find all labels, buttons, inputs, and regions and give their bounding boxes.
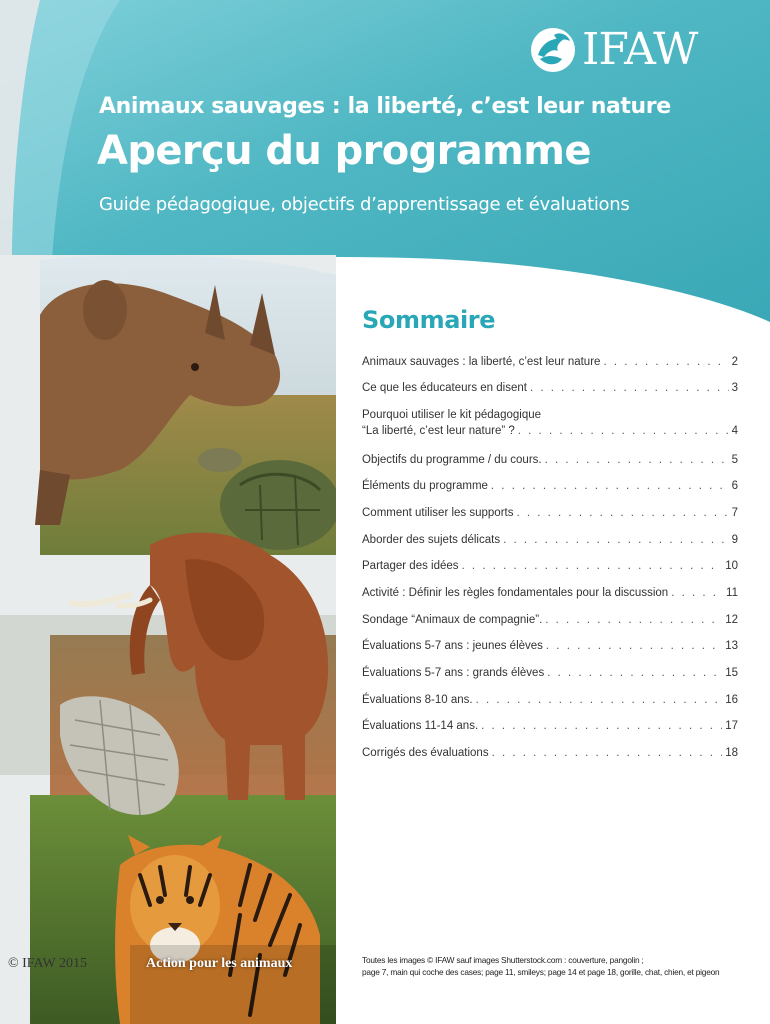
toc-item[interactable]: Aborder des sujets délicats . . . 9 [362,532,738,548]
globe-hand-icon [528,25,578,75]
ifaw-logo [528,24,697,76]
toc-item[interactable]: Sondage “Animaux de compagnie”. . . . 12 [362,612,738,628]
page-title: Aperçu du programme [97,128,591,174]
toc-item[interactable]: Activité : Définir les règles fondamentales pour la discussion . . . 11 [362,585,738,601]
toc-item[interactable]: Comment utiliser les supports . . . 7 [362,505,738,521]
logo-wordmark: IFAW [582,24,698,75]
toc-item[interactable]: Évaluations 5-7 ans : grands élèves . . . 15 [362,665,738,681]
guide-tagline: Guide pédagogique, objectifs d’apprentissage et évaluations [99,194,630,215]
credits-line: page 7, main qui coche des cases; page 11, smileys; page 14 et page 18, gorille, chat, chien, et pigeon [362,967,720,977]
toc-item[interactable]: Évaluations 8-10 ans. . . . 16 [362,692,738,708]
toc-item[interactable]: Partager des idées . . . 10 [362,558,738,574]
animals-collage [0,255,336,1024]
image-credits [362,954,752,978]
toc-item[interactable]: Évaluations 11-14 ans. . . . 17 [362,718,738,734]
slogan: Action pour les animaux [146,956,293,971]
toc-item[interactable]: Évaluations 5-7 ans : jeunes élèves . . . 13 [362,638,738,654]
toc-item[interactable]: Ce que les éducateurs en disent . . . 3 [362,380,738,396]
toc-item[interactable]: Corrigés des évaluations . . . 18 [362,745,738,761]
series-subtitle: Animaux sauvages : la liberté, c’est leur nature [99,94,671,119]
toc-title: Sommaire [362,306,496,334]
toc-item[interactable]: Pourquoi utiliser le kit pédagogique “La liberté, c’est leur nature” ? . . . 4 [362,407,738,439]
credits-line: Toutes les images © IFAW sauf images Shutterstock.com : couverture, pangolin ; [362,955,644,965]
copyright-notice: © IFAW 2015 [8,956,87,971]
toc-item[interactable]: Animaux sauvages : la liberté, c’est leur nature . . . 2 [362,354,738,370]
toc-item[interactable]: Objectifs du programme / du cours. . . . 5 [362,452,738,468]
toc-item[interactable]: Éléments du programme . . . 6 [362,478,738,494]
